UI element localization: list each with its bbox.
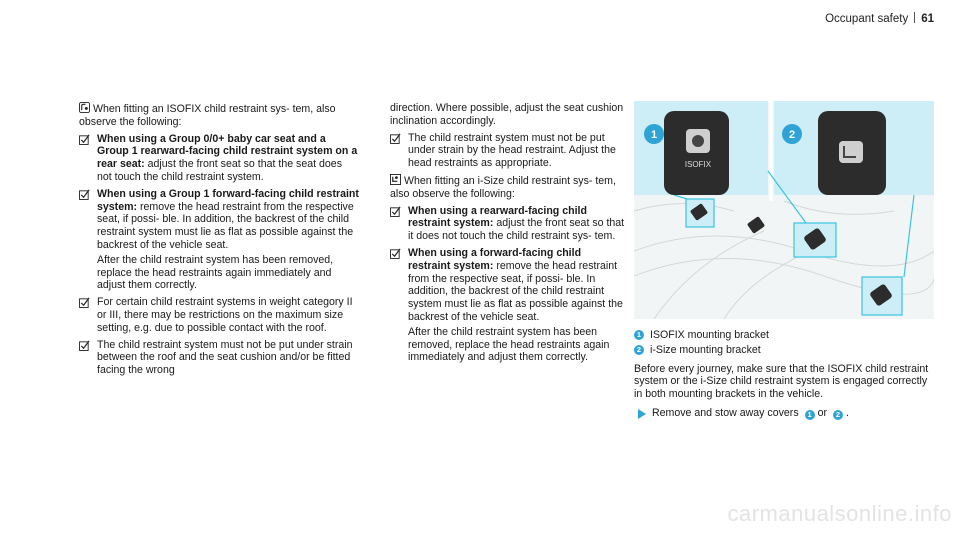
- legend-number: 2: [634, 345, 644, 355]
- action-step: Remove and stow away covers 1 or 2 .: [634, 407, 934, 420]
- checklist-item: When using a forward-facing child restraint system: remove the head restraint from the respective seat, if possi- ble. In addition, the backrest of the child restraint system must lie as flat as possible against the backrest of the vehicle seat. After the child restraint system has been removed, replace the head restraints again immediately and adjust them correctly.: [390, 247, 625, 364]
- legend-item: 2 i-Size mounting bracket: [634, 344, 934, 357]
- ref-number: 1: [805, 410, 815, 420]
- figure-legend: [634, 329, 934, 357]
- checkbox-icon: [79, 189, 90, 200]
- engagement-paragraph: Before every journey, make sure that the ISOFIX child restraint system or the i-Size child restraint system is engaged correctly in both mounting brackets in the vehicle.: [634, 362, 929, 401]
- checklist-item: When using a Group 1 forward-facing child restraint system: remove the head restraint from the respective seat, if possi- ble. In addition, the backrest of the child restraint system must lie as flat as possible against the backrest of the vehicle seat. After the child restraint system has been removed, replace the head restraints again immediately and adjust them correctly.: [79, 188, 359, 292]
- legend-number: 1: [634, 330, 644, 340]
- checklist-item: For certain child restraint systems in weight category II or III, there may be restrictions on the maximum size setting, e.g. due to possible contact with the roof.: [79, 296, 359, 334]
- checkbox-icon: [79, 134, 90, 145]
- section-title: Occupant safety: [825, 13, 909, 25]
- column-3: [634, 101, 934, 420]
- column-1: [79, 102, 359, 381]
- page-header: [825, 12, 934, 25]
- ref-number: 2: [833, 410, 843, 420]
- isofix-figure: [634, 101, 934, 319]
- legend-item: 1 ISOFIX mounting bracket: [634, 329, 934, 342]
- checklist-item: When using a Group 0/0+ baby car seat and a Group 1 rearward-facing child restraint system on a rear seat: adjust the front seat so that the seat does not touch the child restraint system.: [79, 133, 359, 184]
- isofix-button-label: ISOFIX: [684, 160, 712, 169]
- checkbox-icon: [390, 248, 401, 259]
- checkbox-icon: [390, 133, 401, 144]
- column-2: [390, 102, 625, 368]
- watermark: carmanualsonline.info: [727, 501, 952, 526]
- action-arrow-icon: [638, 409, 646, 419]
- callout-2: 2: [788, 129, 796, 141]
- isofix-icon: [79, 102, 90, 113]
- seat-illustration: [634, 101, 934, 319]
- continued-text: direction. Where possible, adjust the seat cushion inclination accordingly.: [390, 102, 624, 127]
- checklist-item: When using a rearward-facing child restraint system: adjust the front seat so that it does not touch the child restraint sys- tem.: [390, 205, 625, 243]
- header-divider: [914, 12, 915, 23]
- checklist-item: The child restraint system must not be put under strain by the head restraint. Adjust the head restraints as appropriate.: [390, 132, 625, 170]
- checkbox-icon: [390, 206, 401, 217]
- isize-intro: When fitting an i-Size child restraint sys- tem, also observe the following:: [390, 174, 616, 200]
- checkbox-icon: [79, 340, 90, 351]
- isize-icon: [390, 174, 401, 185]
- page-number: 61: [921, 13, 934, 25]
- callout-1: 1: [650, 129, 658, 141]
- checklist-item: The child restraint system must not be put under strain between the roof and the seat cushion and/or be fitted facing the wrong: [79, 339, 359, 377]
- isofix-intro: When fitting an ISOFIX child restraint sys- tem, also observe the following:: [79, 103, 336, 128]
- checkbox-icon: [79, 297, 90, 308]
